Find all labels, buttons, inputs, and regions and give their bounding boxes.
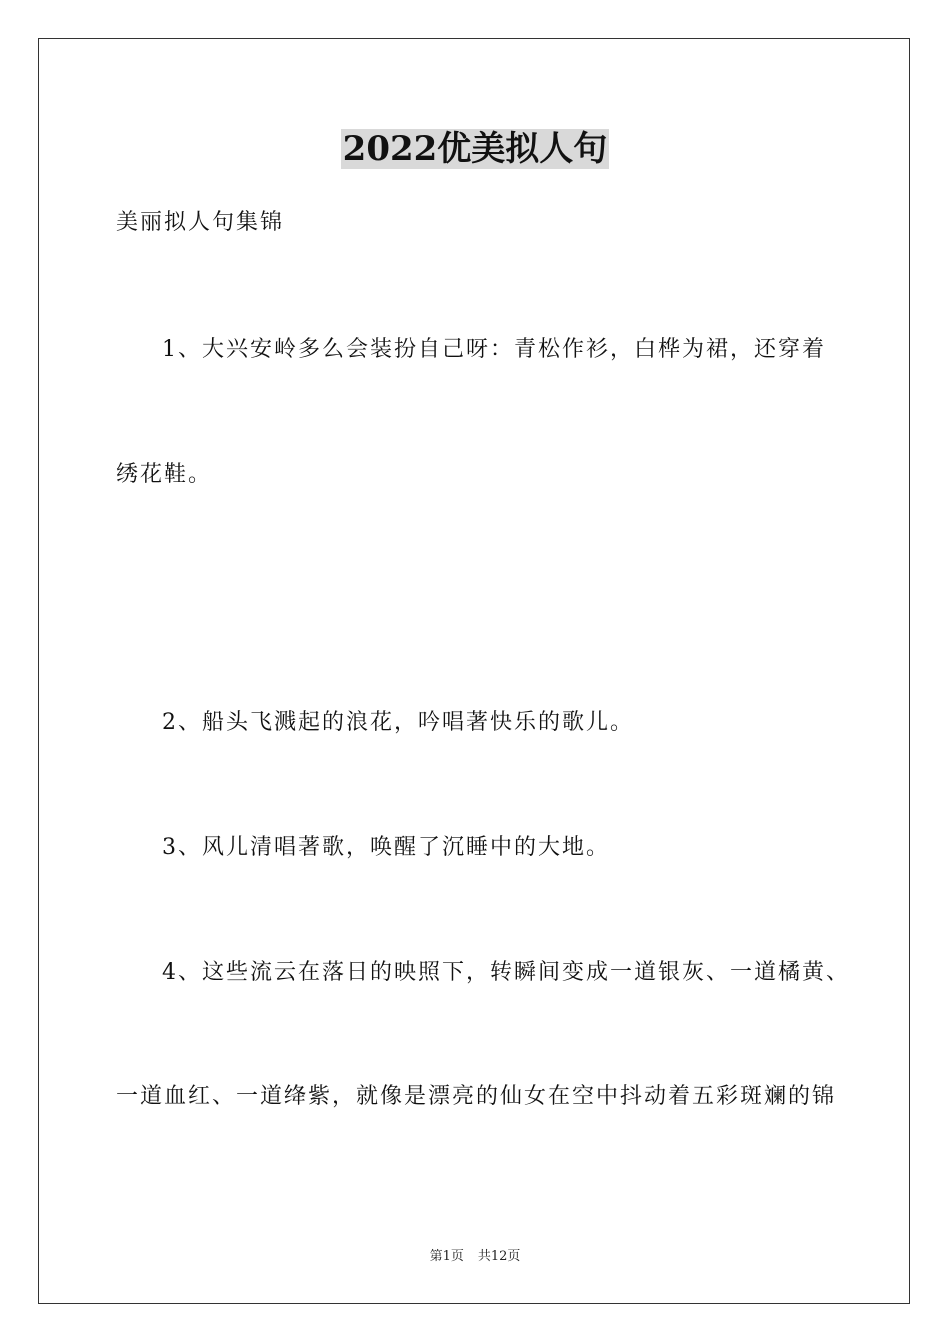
paragraph-line: 3、风儿清唱著歌，唤醒了沉睡中的大地。 bbox=[162, 835, 610, 860]
page-number: 第1页 bbox=[429, 1249, 464, 1264]
document-title bbox=[0, 127, 950, 171]
document-subtitle: 美丽拟人句集锦 bbox=[116, 210, 285, 235]
paragraph-line: 1、大兴安岭多么会装扮自己呀：青松作衫，白桦为裙，还穿着 bbox=[162, 337, 826, 362]
page-total: 共12页 bbox=[477, 1249, 521, 1264]
paragraph-line: 绣花鞋。 bbox=[116, 462, 213, 487]
paragraph-line: 4、这些流云在落日的映照下，转瞬间变成一道银灰、一道橘黄、 bbox=[162, 960, 850, 985]
paragraph-line: 2、船头飞溅起的浪花，吟唱著快乐的歌儿。 bbox=[162, 710, 634, 735]
document-title-text: 2022优美拟人句 bbox=[342, 129, 608, 169]
page-footer bbox=[0, 1248, 950, 1266]
paragraph-line: 一道血红、一道绛紫，就像是漂亮的仙女在空中抖动着五彩斑斓的锦 bbox=[116, 1084, 837, 1109]
